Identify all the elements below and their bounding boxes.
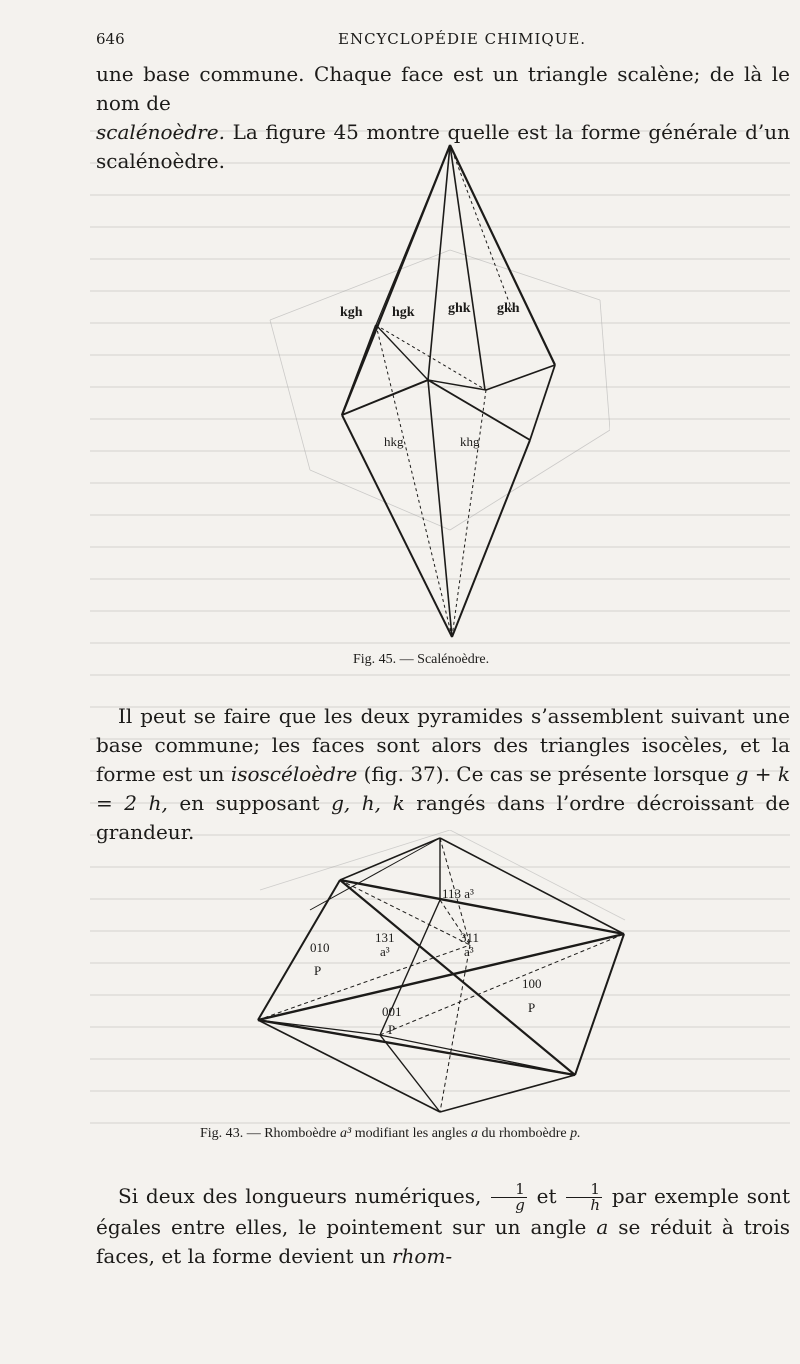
face-label-khg: khg [460, 434, 480, 449]
label-001: 001 [382, 1004, 402, 1019]
label-311-a3: a³ [464, 944, 474, 959]
label-P-001: P [388, 1022, 396, 1037]
caption2-text1: — Rhomboèdre [243, 1126, 341, 1141]
caption2-num: 3. [232, 1126, 244, 1141]
para3-c: par exemple sont égales entre elles, le pointement sur un angle [96, 1184, 790, 1239]
term-isosceloedre: isoscéloèdre [230, 762, 358, 786]
para3-d: se réduit à trois faces, et la forme devient un [96, 1215, 791, 1268]
paragraph-rhomboedre [96, 1182, 790, 1271]
face-label-hkg: hkg [384, 434, 404, 449]
label-131: 131 [375, 930, 395, 945]
para2-b: (fig. 37). Ce cas se présente lorsque [357, 762, 736, 786]
label-P-100: P [528, 1000, 536, 1015]
face-label-kgh: kgh [340, 305, 363, 320]
page-header [96, 30, 786, 52]
para2-d: rangés dans l’ordre décroissant de grandeur. [96, 791, 791, 844]
para1-line1: une base commune. Chaque face est un triangle scalène; de là le nom de [96, 62, 790, 115]
para3-b: et [528, 1184, 565, 1208]
label-P-010: P [314, 963, 322, 978]
face-label-gkh: gkh [497, 301, 520, 316]
face-label-ghk: ghk [448, 301, 471, 316]
para3-a: Si deux des longueurs numériques, [118, 1184, 490, 1208]
caption2-fig: Fig. 4 [200, 1126, 233, 1141]
label-113-a3: 113 a³ [442, 886, 474, 901]
figure1-caption: Fig. 45. — Scalénoèdre. [353, 652, 490, 667]
para2-a: Il peut se faire que les deux pyramides s’assemblent suivant une base commune; les faces sont alors des triangles isocèles, et la forme est un [96, 704, 790, 786]
label-100: 100 [522, 976, 542, 991]
para2-c: en supposant [167, 791, 332, 815]
para1-rest: La figure 45 montre quelle est la forme générale d’un scalénoèdre. [96, 120, 790, 173]
page-number: 646 [96, 30, 125, 48]
caption2-a3: a³ [340, 1126, 352, 1141]
term-scalenoedre: scalénoèdre. [96, 120, 225, 144]
caption2-text3: du rhomboèdre [477, 1126, 571, 1141]
figure-scalenohedron [250, 140, 610, 640]
running-title: ENCYCLOPÉDIE CHIMIQUE. [338, 30, 587, 48]
variables: g, h, k [331, 791, 405, 815]
label-311: 311 [460, 930, 480, 945]
fraction-1-g: $\frac{1}{g}$ [491, 1182, 527, 1213]
caption2-text2: modifiant les angles [351, 1126, 471, 1141]
var-a: a [596, 1215, 609, 1239]
figure-rhombohedron [250, 830, 630, 1120]
paragraph-isosceloedre [96, 702, 790, 847]
label-010: 010 [310, 940, 330, 955]
caption2-a: a [470, 1126, 478, 1141]
fraction-1-h: $\frac{1}{h}$ [566, 1182, 602, 1213]
figure2-caption [200, 1126, 581, 1142]
face-label-hgk: hgk [392, 305, 415, 320]
caption2-p: p. [570, 1126, 581, 1141]
term-rhom: rhom- [391, 1244, 453, 1268]
equation: g + k = 2 h, [96, 762, 791, 815]
label-131-a3: a³ [380, 944, 390, 959]
